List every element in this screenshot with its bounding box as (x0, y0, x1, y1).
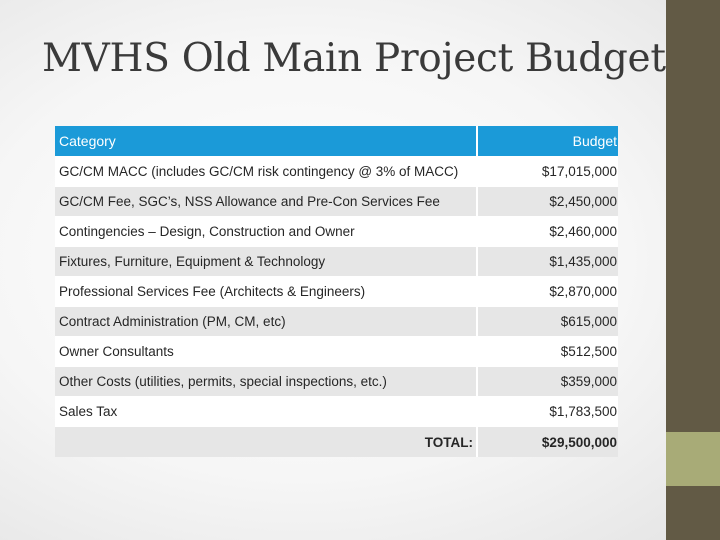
row-amount: $17,015,000 (476, 156, 618, 186)
row-category: Professional Services Fee (Architects & Engineers) (55, 276, 476, 306)
total-label: TOTAL: (55, 427, 476, 457)
table-row (55, 366, 618, 396)
table-row (55, 216, 618, 246)
row-amount: $1,783,500 (476, 396, 618, 426)
total-amount: $29,500,000 (476, 427, 618, 457)
table-row (55, 306, 618, 336)
row-amount: $2,450,000 (476, 186, 618, 216)
row-category: GC/CM MACC (includes GC/CM risk contingency @ 3% of MACC) (55, 156, 476, 186)
table-row (55, 246, 618, 276)
row-category: Contract Administration (PM, CM, etc) (55, 306, 476, 336)
slide-title: MVHS Old Main Project Budget (42, 36, 666, 81)
table-row (55, 276, 618, 306)
row-amount: $2,870,000 (476, 276, 618, 306)
side-decor-square (666, 432, 720, 486)
row-category: Other Costs (utilities, permits, special inspections, etc.) (55, 366, 476, 396)
row-amount: $615,000 (476, 306, 618, 336)
row-category: Sales Tax (55, 396, 476, 426)
row-amount: $1,435,000 (476, 246, 618, 276)
table-row (55, 186, 618, 216)
budget-table (55, 126, 618, 457)
table-row (55, 156, 618, 186)
row-category: Contingencies – Design, Construction and Owner (55, 216, 476, 246)
table-header-row (55, 126, 618, 156)
row-category: Owner Consultants (55, 336, 476, 366)
row-amount: $359,000 (476, 366, 618, 396)
table-row (55, 396, 618, 426)
row-amount: $2,460,000 (476, 216, 618, 246)
row-amount: $512,500 (476, 336, 618, 366)
row-category: Fixtures, Furniture, Equipment & Technology (55, 246, 476, 276)
row-category: GC/CM Fee, SGC’s, NSS Allowance and Pre-Con Services Fee (55, 186, 476, 216)
table-total-row (55, 426, 618, 457)
table-row (55, 336, 618, 366)
header-budget: Budget (476, 126, 618, 156)
header-category: Category (55, 126, 476, 156)
